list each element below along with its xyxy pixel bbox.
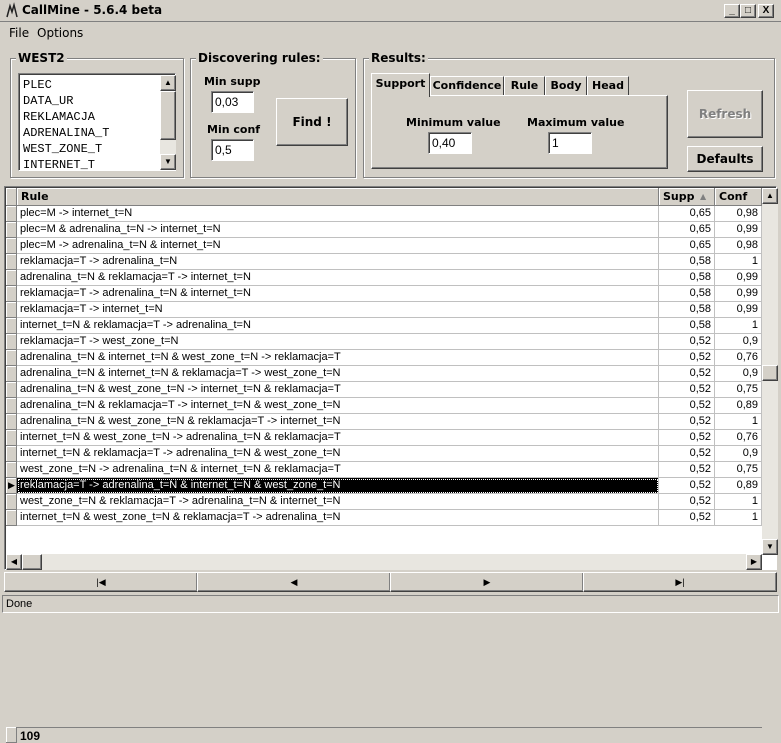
cell-rule[interactable]: plec=M & adrenalina_t=N -> internet_t=N — [17, 222, 659, 238]
table-row[interactable] — [17, 206, 762, 222]
cell-conf[interactable]: 0,98 — [715, 238, 762, 254]
cell-rule[interactable]: reklamacja=T -> adrenalina_t=N & internet_t=N — [17, 286, 659, 302]
close-button[interactable]: X — [758, 4, 774, 18]
row-indicator[interactable] — [6, 318, 17, 334]
cell-conf[interactable]: 0,75 — [715, 382, 762, 398]
current-row-icon: ▶ — [8, 480, 15, 490]
table-row[interactable] — [17, 494, 762, 510]
table-row[interactable] — [17, 478, 762, 494]
cell-rule[interactable]: reklamacja=T -> adrenalina_t=N & internet_t=N & west_zone_t=N — [17, 478, 659, 494]
table-row[interactable] — [17, 462, 762, 478]
min-supp-input[interactable]: 0,03 — [211, 91, 254, 113]
row-indicator[interactable] — [6, 398, 17, 414]
list-item[interactable]: PLEC — [23, 78, 52, 92]
scroll-down-icon[interactable]: ▼ — [762, 539, 778, 555]
grid-footer — [17, 727, 762, 743]
rule-count: 109 — [20, 729, 41, 743]
cell-rule[interactable]: adrenalina_t=N & west_zone_t=N -> internet_t=N & reklamacja=T — [17, 382, 659, 398]
table-row[interactable] — [17, 254, 762, 270]
cell-conf[interactable]: 0,98 — [715, 206, 762, 222]
list-item[interactable]: REKLAMACJA — [23, 110, 96, 124]
list-item[interactable]: ADRENALINA_T — [23, 126, 110, 140]
cell-conf[interactable]: 0,99 — [715, 302, 762, 318]
cell-rule[interactable]: reklamacja=T -> adrenalina_t=N — [17, 254, 659, 270]
row-indicator[interactable] — [6, 382, 17, 398]
scroll-down-icon[interactable]: ▼ — [160, 154, 176, 170]
cell-rule[interactable]: plec=M -> internet_t=N — [17, 206, 659, 222]
cell-supp[interactable]: 0,52 — [659, 462, 715, 478]
table-row[interactable] — [17, 222, 762, 238]
column-header-rule[interactable]: Rule — [17, 188, 659, 206]
row-indicator[interactable] — [6, 510, 17, 526]
cell-rule[interactable]: adrenalina_t=N & internet_t=N & west_zone_t=N -> reklamacja=T — [17, 350, 659, 366]
cell-supp[interactable]: 0,58 — [659, 302, 715, 318]
grid-hscrollbar[interactable] — [6, 554, 762, 570]
cell-supp[interactable]: 0,52 — [659, 494, 715, 510]
list-item[interactable]: INTERNET_T — [23, 158, 96, 172]
min-value-input[interactable]: 0,40 — [428, 132, 472, 154]
cell-supp[interactable]: 0,58 — [659, 270, 715, 286]
menu-bar — [0, 22, 781, 42]
nav-prior-button[interactable]: ◀ — [197, 572, 391, 592]
cell-supp[interactable]: 0,65 — [659, 238, 715, 254]
discover-group-title: Discovering rules: — [198, 51, 321, 65]
cell-rule[interactable]: reklamacja=T -> west_zone_t=N — [17, 334, 659, 350]
listbox-scrollbar[interactable] — [160, 75, 176, 170]
tab-support[interactable]: Support — [371, 73, 430, 97]
cell-supp[interactable]: 0,58 — [659, 254, 715, 270]
results-group-title: Results: — [371, 51, 426, 65]
find-button[interactable]: Find ! — [276, 98, 348, 146]
table-row[interactable] — [17, 430, 762, 446]
tab-body[interactable]: Body — [545, 76, 587, 96]
grid-corner — [6, 188, 17, 206]
min-supp-label: Min supp — [204, 75, 261, 88]
cell-rule[interactable]: west_zone_t=N -> adrenalina_t=N & internet_t=N & reklamacja=T — [17, 462, 659, 478]
table-row[interactable] — [17, 366, 762, 382]
app-icon — [4, 3, 20, 19]
cell-supp[interactable]: 0,52 — [659, 414, 715, 430]
row-indicator[interactable] — [6, 206, 17, 222]
cell-conf[interactable]: 1 — [715, 318, 762, 334]
menu-options[interactable]: Options — [37, 26, 84, 40]
scroll-right-icon[interactable]: ▶ — [746, 554, 762, 570]
cell-rule[interactable]: adrenalina_t=N & west_zone_t=N & reklamacja=T -> internet_t=N — [17, 414, 659, 430]
cell-conf[interactable]: 0,75 — [715, 462, 762, 478]
minimize-button[interactable]: _ — [724, 4, 740, 18]
row-indicator[interactable] — [6, 302, 17, 318]
nav-first-button[interactable]: |◀ — [4, 572, 198, 592]
footer-indicator — [6, 727, 17, 743]
row-indicator[interactable] — [6, 238, 17, 254]
row-indicator[interactable] — [6, 430, 17, 446]
cell-conf[interactable]: 1 — [715, 494, 762, 510]
scroll-thumb[interactable] — [762, 365, 778, 381]
cell-conf[interactable]: 0,9 — [715, 446, 762, 462]
cell-supp[interactable]: 0,52 — [659, 478, 715, 494]
attributes-listbox[interactable] — [18, 73, 176, 171]
cell-conf[interactable]: 0,89 — [715, 478, 762, 494]
cell-supp[interactable]: 0,52 — [659, 382, 715, 398]
status-bar: Done — [2, 595, 779, 613]
cell-rule[interactable]: west_zone_t=N & reklamacja=T -> adrenalina_t=N & internet_t=N — [17, 494, 659, 510]
scroll-up-icon[interactable]: ▲ — [160, 75, 176, 91]
list-item[interactable]: DATA_UR — [23, 94, 74, 108]
row-indicator[interactable] — [6, 222, 17, 238]
cell-conf[interactable]: 1 — [715, 414, 762, 430]
cell-supp[interactable]: 0,52 — [659, 350, 715, 366]
table-row[interactable] — [17, 334, 762, 350]
cell-conf[interactable]: 0,9 — [715, 366, 762, 382]
column-header-supp[interactable] — [659, 188, 715, 206]
cell-conf[interactable]: 0,89 — [715, 398, 762, 414]
table-row[interactable] — [17, 398, 762, 414]
row-indicator[interactable] — [6, 446, 17, 462]
cell-conf[interactable]: 1 — [715, 254, 762, 270]
min-conf-input[interactable]: 0,5 — [211, 139, 254, 161]
cell-conf[interactable]: 0,76 — [715, 350, 762, 366]
cell-supp[interactable]: 0,52 — [659, 334, 715, 350]
column-header-conf[interactable]: Conf — [715, 188, 762, 206]
hscroll-thumb[interactable] — [22, 554, 42, 570]
min-conf-label: Min conf — [207, 123, 261, 136]
row-indicator[interactable] — [6, 366, 17, 382]
cell-rule[interactable]: plec=M -> adrenalina_t=N & internet_t=N — [17, 238, 659, 254]
table-row[interactable] — [17, 238, 762, 254]
cell-supp[interactable]: 0,52 — [659, 398, 715, 414]
nav-last-button[interactable]: ▶| — [583, 572, 777, 592]
table-row[interactable] — [17, 270, 762, 286]
row-indicator[interactable] — [6, 286, 17, 302]
cell-supp[interactable]: 0,52 — [659, 446, 715, 462]
column-header-supp-label: Supp — [663, 190, 695, 203]
cell-supp[interactable]: 0,52 — [659, 366, 715, 382]
cell-rule[interactable]: internet_t=N & west_zone_t=N & reklamacja=T -> adrenalina_t=N — [17, 510, 659, 526]
menu-file[interactable]: File — [9, 26, 30, 40]
cell-supp[interactable]: 0,65 — [659, 206, 715, 222]
row-indicator[interactable] — [6, 254, 17, 270]
cell-rule[interactable]: internet_t=N & west_zone_t=N -> adrenalina_t=N & reklamacja=T — [17, 430, 659, 446]
cell-rule[interactable]: internet_t=N & reklamacja=T -> adrenalina_t=N & west_zone_t=N — [17, 446, 659, 462]
cell-conf[interactable]: 1 — [715, 510, 762, 526]
cell-supp[interactable]: 0,65 — [659, 222, 715, 238]
cell-rule[interactable]: adrenalina_t=N & reklamacja=T -> internet_t=N & west_zone_t=N — [17, 398, 659, 414]
max-value-input[interactable]: 1 — [548, 132, 592, 154]
grid-rows — [5, 206, 762, 542]
cell-conf[interactable]: 0,99 — [715, 286, 762, 302]
list-item[interactable]: WEST_ZONE_T — [23, 142, 103, 156]
refresh-button[interactable]: Refresh — [687, 90, 763, 138]
window-title: CallMine - 5.6.4 beta — [22, 3, 163, 17]
table-row[interactable] — [17, 286, 762, 302]
table-row[interactable] — [17, 350, 762, 366]
row-indicator[interactable] — [6, 414, 17, 430]
cell-rule[interactable]: internet_t=N & reklamacja=T -> adrenalina_t=N — [17, 318, 659, 334]
cell-rule[interactable]: adrenalina_t=N & reklamacja=T -> internet_t=N — [17, 270, 659, 286]
cell-conf[interactable]: 0,99 — [715, 222, 762, 238]
title-bar[interactable] — [0, 0, 781, 22]
support-tab-panel — [371, 95, 668, 169]
tab-rule[interactable]: Rule — [504, 76, 545, 96]
maximize-button[interactable]: □ — [740, 4, 756, 18]
table-row[interactable] — [17, 414, 762, 430]
min-value-label: Minimum value — [406, 116, 501, 129]
cell-rule[interactable]: adrenalina_t=N & internet_t=N & reklamacja=T -> west_zone_t=N — [17, 366, 659, 382]
sort-asc-icon: ▲ — [700, 192, 707, 201]
cell-conf[interactable]: 0,99 — [715, 270, 762, 286]
table-row[interactable] — [17, 510, 762, 526]
row-indicator[interactable] — [6, 270, 17, 286]
cell-supp[interactable]: 0,58 — [659, 286, 715, 302]
row-indicator[interactable] — [6, 478, 17, 494]
cell-supp[interactable]: 0,58 — [659, 318, 715, 334]
table-row[interactable] — [17, 382, 762, 398]
cell-conf[interactable]: 0,9 — [715, 334, 762, 350]
table-row[interactable] — [17, 318, 762, 334]
tab-confidence[interactable]: Confidence — [430, 76, 504, 96]
cell-conf[interactable]: 0,76 — [715, 430, 762, 446]
table-row[interactable] — [17, 302, 762, 318]
row-indicator[interactable] — [6, 494, 17, 510]
nav-next-button[interactable]: ▶ — [390, 572, 584, 592]
row-indicator[interactable] — [6, 334, 17, 350]
scroll-up-icon[interactable]: ▲ — [762, 188, 778, 204]
cell-supp[interactable]: 0,52 — [659, 510, 715, 526]
scroll-left-icon[interactable]: ◀ — [6, 554, 22, 570]
tab-head[interactable]: Head — [587, 76, 629, 96]
grid-vscrollbar[interactable] — [762, 188, 778, 554]
max-value-label: Maximum value — [527, 116, 625, 129]
cell-supp[interactable]: 0,52 — [659, 430, 715, 446]
table-row[interactable] — [17, 446, 762, 462]
scroll-thumb[interactable] — [160, 91, 176, 140]
row-indicator[interactable] — [6, 350, 17, 366]
row-indicator[interactable] — [6, 462, 17, 478]
defaults-button[interactable]: Defaults — [687, 146, 763, 172]
attributes-group-title: WEST2 — [18, 51, 65, 65]
cell-rule[interactable]: reklamacja=T -> internet_t=N — [17, 302, 659, 318]
